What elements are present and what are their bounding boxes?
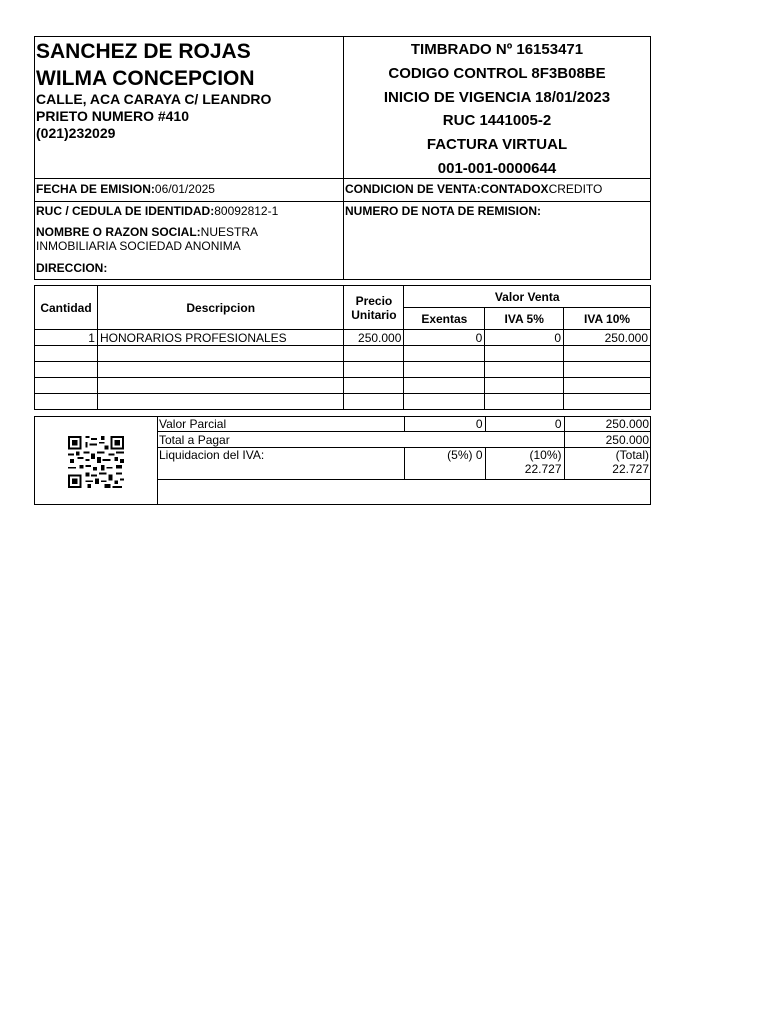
valor-parcial-iva10: 250.000 bbox=[564, 416, 651, 432]
table-row bbox=[35, 394, 651, 410]
cell-descripcion: HONORARIOS PROFESIONALES bbox=[97, 330, 343, 346]
cell-cantidad: 1 bbox=[35, 330, 98, 346]
valor-parcial-exentas: 0 bbox=[404, 416, 485, 432]
condicion-venta bbox=[345, 182, 602, 196]
valor-parcial-label: Valor Parcial bbox=[157, 416, 404, 432]
stamp-ruc: RUC 1441005-2 bbox=[442, 112, 552, 130]
total-pagar-value: 250.000 bbox=[564, 432, 651, 448]
direccion-label: DIRECCION: bbox=[36, 261, 108, 275]
totals-table bbox=[157, 416, 651, 495]
liquidacion-label: Liquidacion del IVA: bbox=[157, 448, 404, 480]
ruc-label: RUC / CEDULA DE IDENTIDAD: bbox=[36, 204, 215, 218]
issuer-name bbox=[36, 38, 255, 92]
nota-remision bbox=[345, 204, 541, 218]
items-table bbox=[34, 285, 651, 410]
header-divider bbox=[34, 201, 651, 202]
liquidacion-total-label: (Total) bbox=[615, 448, 649, 462]
header-iva5: IVA 5% bbox=[485, 308, 564, 330]
fecha-emision bbox=[36, 182, 215, 196]
table-row bbox=[157, 480, 651, 496]
table-row bbox=[35, 330, 651, 346]
invoice-number: 001-001-0000644 bbox=[437, 159, 557, 177]
valor-parcial-iva5: 0 bbox=[485, 416, 564, 432]
timbrado: TIMBRADO Nº 16153471 bbox=[410, 41, 584, 58]
condicion-value-rest: CREDITO bbox=[548, 182, 603, 196]
fecha-value: 06/01/2025 bbox=[154, 182, 215, 196]
inicio-vigencia: INICIO DE VIGENCIA 18/01/2023 bbox=[383, 88, 611, 106]
qr-code-icon bbox=[68, 436, 124, 488]
fecha-label: FECHA DE EMISION: bbox=[36, 182, 155, 196]
table-row bbox=[157, 432, 651, 448]
header-cantidad: Cantidad bbox=[35, 286, 98, 330]
table-row bbox=[157, 448, 651, 480]
header-iva10: IVA 10% bbox=[564, 308, 651, 330]
issuer-address bbox=[36, 91, 271, 142]
header-precio-line: Precio bbox=[355, 293, 393, 308]
razon-value: NUESTRA bbox=[200, 225, 259, 239]
liquidacion-10 bbox=[485, 448, 564, 480]
issuer-name-line: SANCHEZ DE ROJAS bbox=[36, 40, 251, 63]
cell-iva10: 250.000 bbox=[564, 330, 651, 346]
header-precio-line: Unitario bbox=[351, 307, 397, 322]
issuer-phone: (021)232029 bbox=[36, 125, 116, 141]
header-valor-venta: Valor Venta bbox=[404, 286, 651, 308]
liquidacion-5: (5%) 0 bbox=[404, 448, 485, 480]
cell-iva5: 0 bbox=[485, 330, 564, 346]
issuer-name-line: WILMA CONCEPCION bbox=[36, 67, 255, 90]
table-row bbox=[35, 378, 651, 394]
header-precio bbox=[344, 286, 404, 330]
liquidacion-total-value: 22.727 bbox=[612, 462, 649, 476]
liquidacion-10-value: 22.727 bbox=[524, 462, 562, 476]
razon-value: INMOBILIARIA SOCIEDAD ANONIMA bbox=[36, 239, 241, 253]
codigo-control: CODIGO CONTROL 8F3B08BE bbox=[388, 64, 606, 82]
razon-label: NOMBRE O RAZON SOCIAL: bbox=[36, 225, 201, 239]
condicion-label: CONDICION DE VENTA: bbox=[345, 182, 481, 196]
ruc-cedula bbox=[36, 204, 278, 218]
invoice-type: FACTURA VIRTUAL bbox=[426, 136, 568, 154]
cell-precio: 250.000 bbox=[344, 330, 404, 346]
liquidacion-total bbox=[564, 448, 651, 480]
table-row bbox=[157, 416, 651, 432]
ruc-value: 80092812-1 bbox=[214, 204, 279, 218]
table-row bbox=[35, 346, 651, 362]
issuer-address-line: PRIETO NUMERO #410 bbox=[36, 108, 190, 124]
header-exentas: Exentas bbox=[404, 308, 485, 330]
stamp-block bbox=[344, 38, 650, 181]
razon-social bbox=[36, 225, 336, 253]
liquidacion-10-label: (10%) bbox=[529, 448, 562, 462]
table-row bbox=[35, 362, 651, 378]
remision-label: NUMERO DE NOTA DE REMISION: bbox=[345, 204, 542, 218]
total-pagar-label: Total a Pagar bbox=[157, 432, 564, 448]
condicion-value: CONTADOX bbox=[480, 182, 549, 196]
issuer-address-line: CALLE, ACA CARAYA C/ LEANDRO bbox=[36, 91, 272, 107]
cell-exentas: 0 bbox=[404, 330, 485, 346]
header-descripcion: Descripcion bbox=[97, 286, 343, 330]
